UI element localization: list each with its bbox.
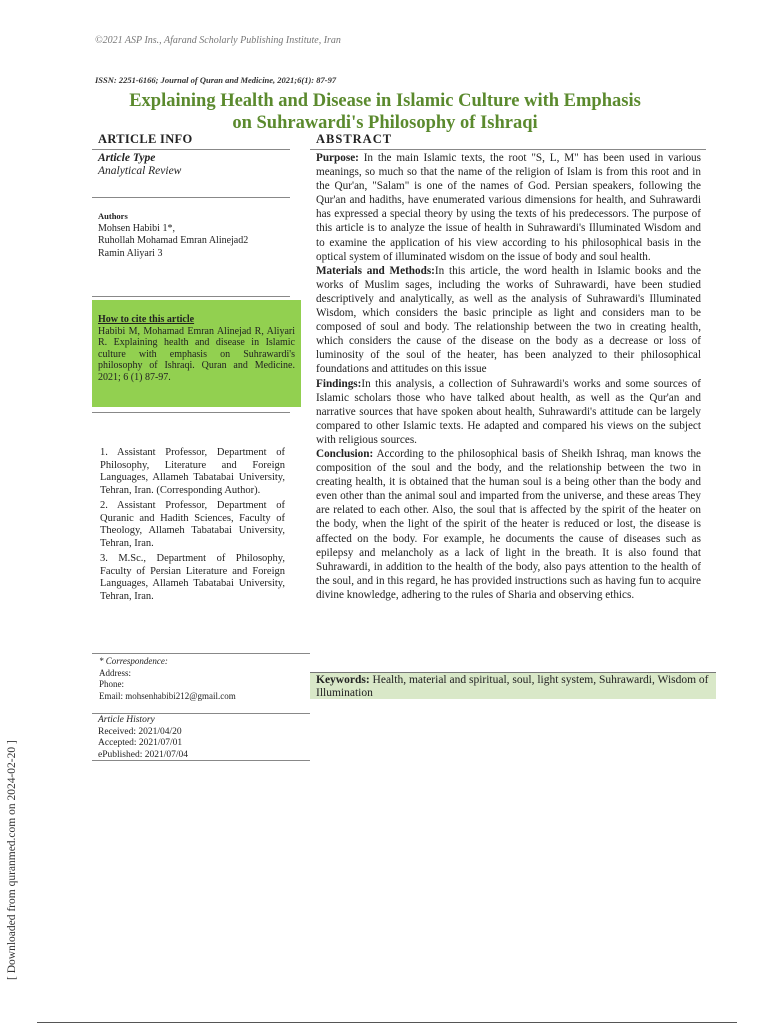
- cite-text: Habibi M, Mohamad Emran Alinejad R, Aliyari R. Explaining health and disease in Islamic culture with emphasis on Suhrawardi's philosophy of Ishraqi. Quran and Medicine. 2021; 6 (1) 87-97.: [98, 325, 295, 383]
- info-divider-correspondence: [92, 653, 310, 654]
- abstract-purpose: [316, 151, 701, 264]
- abstract-methods: [316, 264, 701, 377]
- abstract-heading: ABSTRACT: [316, 132, 393, 146]
- email-line: Email: mohsenhabibi212@gmail.com: [99, 690, 236, 701]
- received-date: Received: 2021/04/20: [98, 726, 182, 737]
- info-divider-bottom: [92, 760, 310, 761]
- how-to-cite-box: [92, 300, 301, 407]
- article-history-block: [98, 715, 188, 761]
- abstract-findings: [316, 377, 701, 447]
- conclusion-label: Conclusion:: [316, 447, 374, 460]
- info-divider-top: [92, 149, 290, 150]
- findings-text: In this analysis, a collection of Suhrawardi's works and some sources of Islamic scholars those who have talked about health, as well as the Qur'an and narrative sources that have spoken about health, Suhrawardi's attitude can be largely compared to other Islamic texts. He adapted and compared his views on the subject with religious sources.: [316, 377, 701, 446]
- affiliation-2: 2. Assistant Professor, Department of Quranic and Hadith Sciences, Faculty of Theology, Allameh Tabatabai University, Tehran, Iran.: [100, 500, 285, 549]
- keywords-box: [310, 672, 716, 699]
- page-bottom-rule: [37, 1022, 737, 1023]
- affiliations-list: [100, 447, 285, 606]
- download-note-text: [ Downloaded from quranmed.com on 2024-02-20 ]: [6, 740, 18, 980]
- copyright-line: ©2021 ASP Ins., Afarand Scholarly Publishing Institute, Iran: [95, 35, 341, 46]
- author-2: Ruhollah Mohamad Emran Alinejad2: [98, 235, 249, 246]
- journal-issn: ISSN: 2251-6166; Journal of Quran and Medicine, 2021;6(1): 87-97: [95, 75, 337, 85]
- accepted-date: Accepted: 2021/07/01: [98, 738, 183, 748]
- purpose-label: Purpose:: [316, 152, 359, 164]
- epublished-date: ePublished: 2021/07/04: [98, 749, 188, 760]
- keywords-text: Health, material and spiritual, soul, light system, Suhrawardi, Wisdom of Illumination: [316, 674, 709, 699]
- history-label: Article History: [98, 715, 155, 725]
- article-type-value: Analytical Review: [98, 165, 182, 177]
- methods-text: In this article, the word health in Islamic books and the works of Muslim sages, including the works of Suhrawardi, have been studied descriptively and analytically, as well as the analysis of Suhrawardi's Illuminated Wisdom, which considers the basic principle as light and considers man to be composed of soul and body. The relationship between the two in creating health, which considers the cause of the disease on the body as a decrease or loss of luminosity of the soul of the heater, has been analyzed to their philosophical foundations and attitudes on this issue: [316, 264, 701, 376]
- abstract-body: [316, 151, 701, 602]
- info-divider-type: [92, 197, 290, 198]
- affiliation-3: 3. M.Sc., Department of Philosophy, Faculty of Persian Literature and Foreign Languages, Allameh Tabatabai University, Tehran, Iran.: [100, 553, 285, 602]
- methods-label: Materials and Methods:: [316, 264, 435, 277]
- phone-label: Phone:: [99, 679, 125, 689]
- affiliation-1: 1. Assistant Professor, Department of Philosophy, Literature and Foreign Languages, Allameh Tabatabai University, Tehran, Iran. (Corresponding Author).: [100, 447, 285, 496]
- authors-label: Authors: [98, 211, 128, 221]
- keywords-label: Keywords:: [316, 674, 370, 686]
- title-line-1: Explaining Health and Disease in Islamic Culture with Emphasis: [129, 91, 641, 111]
- purpose-text: In the main Islamic texts, the root "S, L, M" has been used in various meanings, so much so that the name of the religion of Islam is from this root and in the Qur'an, "Salam" is one of the names of God. Persian speakers, following the Qur'an and hadiths, have enumerated various dimensions for health, and Suhrawardi has expressed a special theory by using the texts of his predecessors. The purpose of this article is to analyze the issue of health in Suhrawardi's Illuminated Wisdom and to examine the application of his view according to his philosophical basis in the optical system of illuminated wisdom on the issue of body and soul health.: [316, 152, 701, 263]
- abstract-divider-top: [310, 149, 706, 150]
- correspondence-label: * Correspondence:: [99, 656, 168, 666]
- abstract-conclusion: [316, 447, 701, 602]
- article-type-label: Article Type: [98, 152, 156, 164]
- address-label: Address:: [99, 667, 131, 678]
- author-3: Ramin Aliyari 3: [98, 247, 163, 259]
- conclusion-text: According to the philosophical basis of Sheikh Ishraq, man knows the composition of the soul and the body, and the relationship between the two in creating health, it is obtained that the human soul is a being other than the body and even other than the animal soul and imparted from the universe, and these areas They are related to each other. Also, the soul that is affected by the spirit of the heater on the body, when the light of the spirit of the heater is reduced or lost, the disease is affected on the body. For example, he documents the cause of diseases such as epilepsy and melancholy as a lack of light in the breath. It is also found that Suhrawardi, in addition to the health of the body, also pays attention to the health of the soul, and in this regard, he has provided instructions such as having fun to acquire divine knowledge, adhering to the rules of Sharia and observing ethics.: [316, 447, 701, 601]
- info-divider-authors: [92, 296, 290, 297]
- info-divider-cite: [92, 412, 290, 413]
- article-title: [80, 90, 690, 134]
- author-1: Mohsen Habibi 1*,: [98, 222, 175, 234]
- correspondence-block: [99, 656, 236, 702]
- download-watermark: [4, 740, 20, 980]
- article-info-heading: ARTICLE INFO: [98, 132, 193, 146]
- title-line-2: on Suhrawardi's Philosophy of Ishraqi: [232, 113, 538, 133]
- info-divider-history: [92, 713, 310, 714]
- cite-label: How to cite this article: [98, 314, 195, 325]
- findings-label: Findings:: [316, 377, 362, 390]
- authors-block: [98, 210, 248, 260]
